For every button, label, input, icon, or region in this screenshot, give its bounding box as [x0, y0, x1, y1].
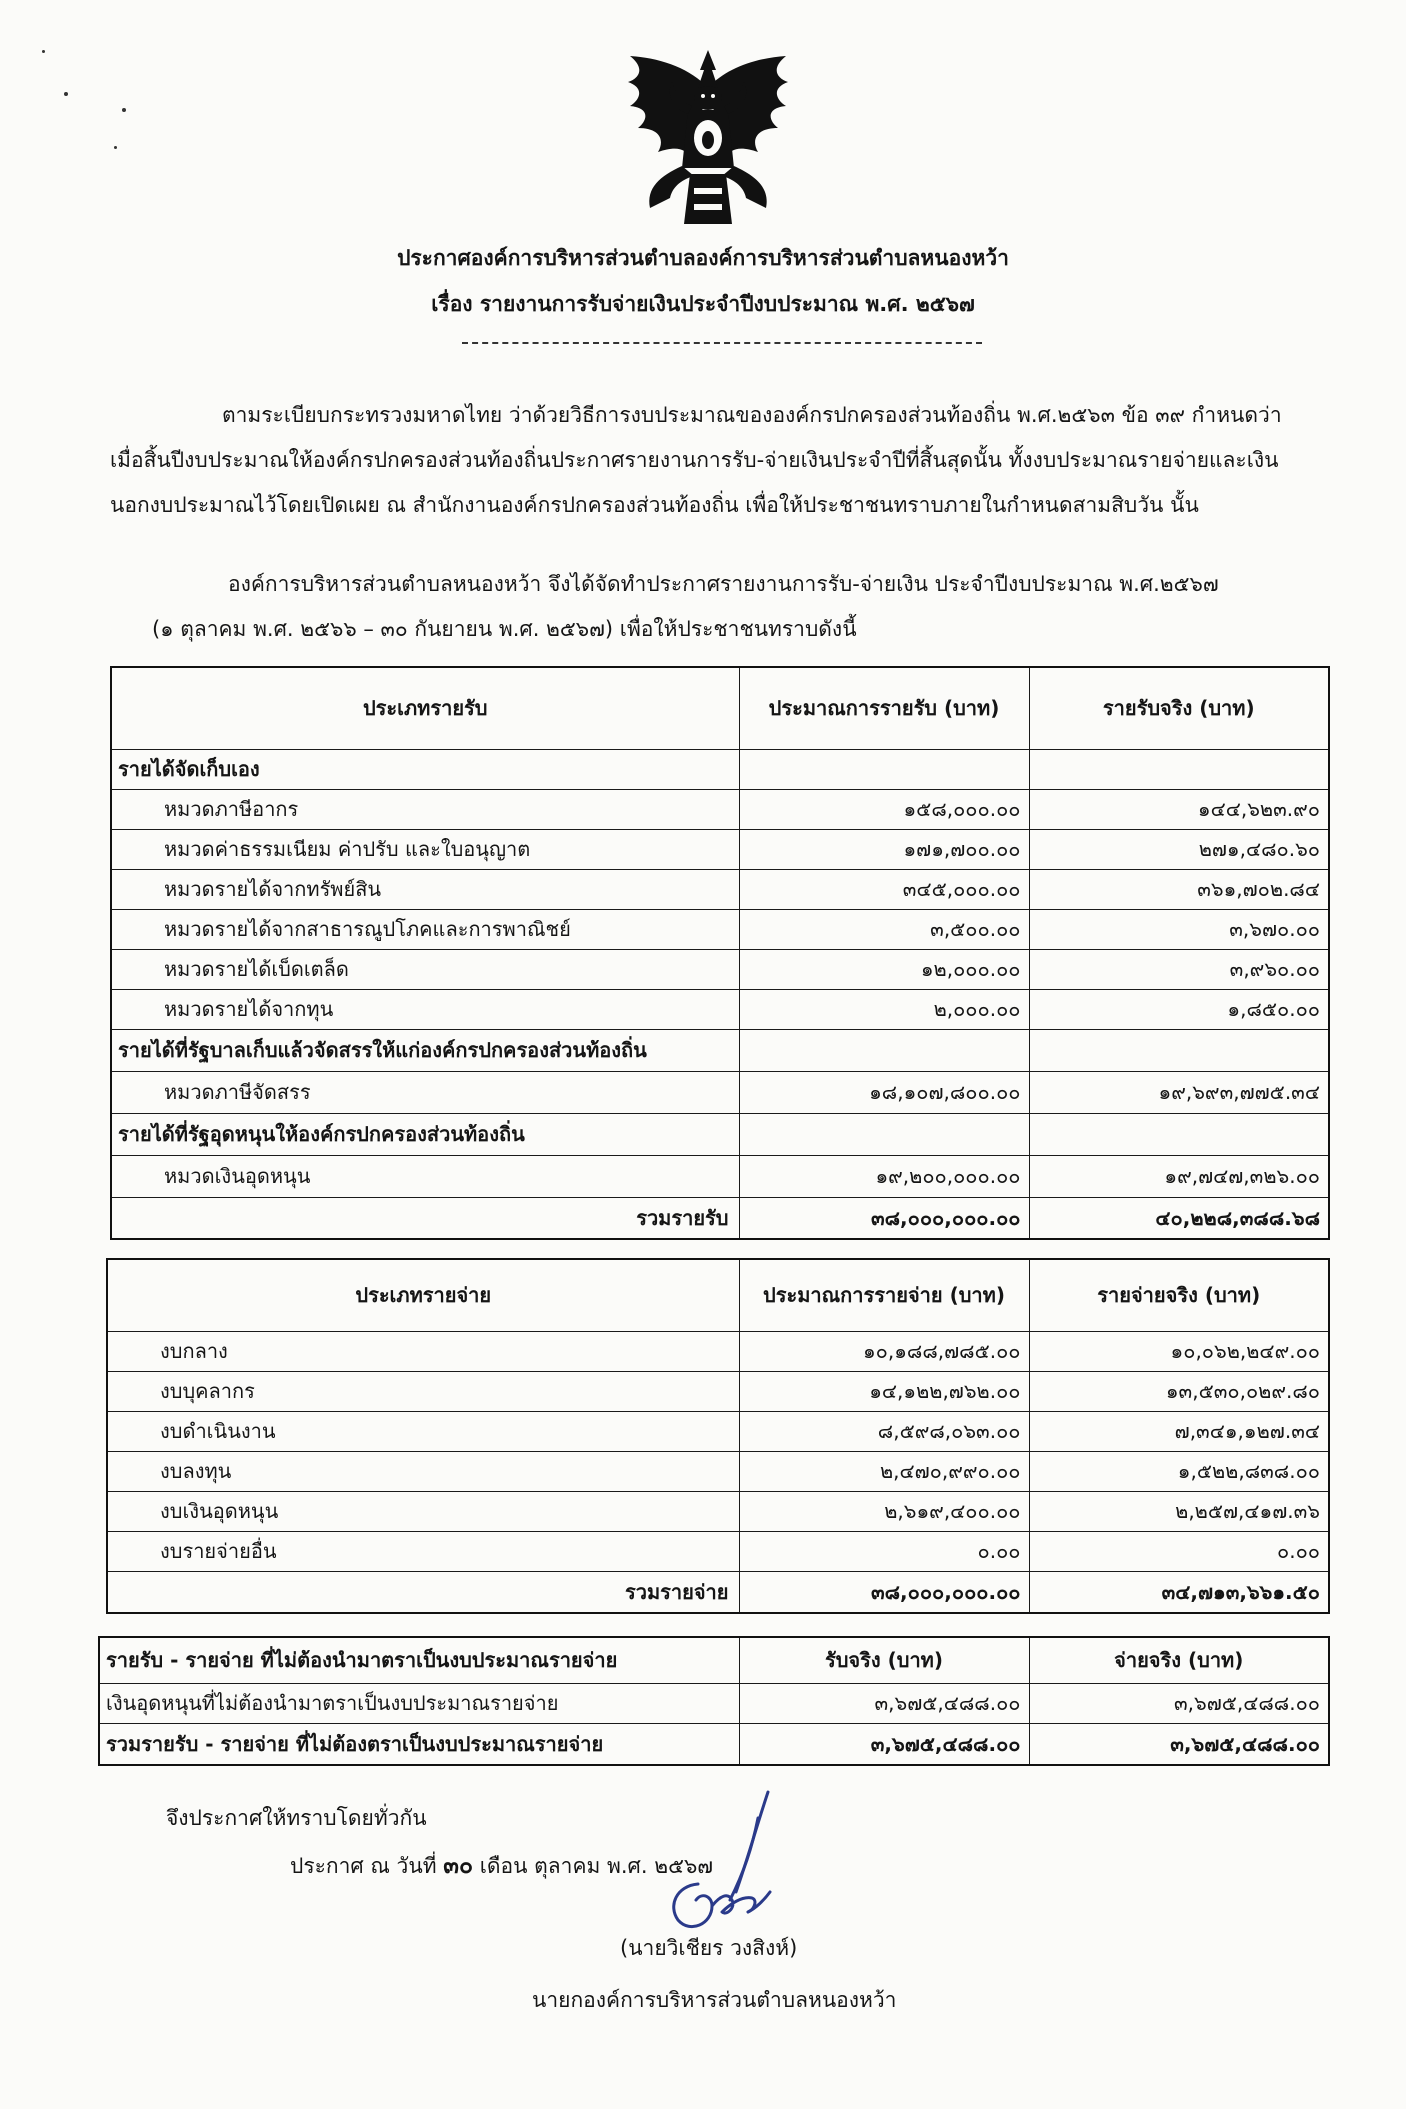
intro-line: นอกงบประมาณไว้โดยเปิดเผย ณ สำนักงานองค์กรปกครองส่วนท้องถิ่น เพื่อให้ประชาชนทราบภายในกำหนดสามสิบวัน นั้น — [110, 493, 1199, 517]
row-label: งบลงทุน — [107, 1451, 739, 1491]
actual-value: ๐.๐๐ — [1029, 1531, 1329, 1571]
row-label: หมวดภาษีจัดสรร — [111, 1071, 739, 1113]
intro-line: (๑ ตุลาคม พ.ศ. ๒๕๖๖ – ๓๐ กันยายน พ.ศ. ๒๕๖๗) เพื่อให้ประชาชนทราบดังนี้ — [152, 617, 857, 641]
date-prefix: ประกาศ ณ วันที่ — [290, 1854, 437, 1878]
column-header: รายรับ - รายจ่าย ที่ไม่ต้องนำมาตราเป็นงบประมาณรายจ่าย — [99, 1637, 739, 1683]
table-row — [111, 869, 1329, 909]
category-label: รายได้ที่รัฐบาลเก็บแล้วจัดสรรให้แก่องค์กรปกครองส่วนท้องถิ่น — [111, 1029, 739, 1071]
table-row — [107, 1411, 1329, 1451]
row-label: หมวดรายได้จากทุน — [111, 989, 739, 1029]
estimate-value: ๑๔,๑๒๒,๗๖๒.๐๐ — [739, 1371, 1029, 1411]
closing-notice: จึงประกาศให้ทราบโดยทั่วกัน — [166, 1806, 427, 1830]
category-label: รายได้ที่รัฐอุดหนุนให้องค์กรปกครองส่วนท้องถิ่น — [111, 1113, 739, 1155]
signer-title: นายกองค์การบริหารส่วนตำบลหนองหว้า — [532, 1988, 897, 2012]
table-row — [99, 1683, 1329, 1723]
actual-value: ๓,๙๖๐.๐๐ — [1029, 949, 1329, 989]
intro-line: ตามระเบียบกระทรวงมหาดไทย ว่าด้วยวิธีการงบประมาณขององค์กรปกครองส่วนท้องถิ่น พ.ศ.๒๕๖๓ ข้อ ๓๙ กำหนดว่า — [222, 403, 1282, 427]
total-label: รวมรายรับ — [111, 1197, 739, 1239]
estimate-value: ๐.๐๐ — [739, 1531, 1029, 1571]
actual-value: ๑,๘๕๐.๐๐ — [1029, 989, 1329, 1029]
row-label: งบดำเนินงาน — [107, 1411, 739, 1451]
estimate-value: ๑๙,๒๐๐,๐๐๐.๐๐ — [739, 1155, 1029, 1197]
estimate-value: ๑๕๘,๐๐๐.๐๐ — [739, 789, 1029, 829]
table-row — [111, 909, 1329, 949]
intro-line: องค์การบริหารส่วนตำบลหนองหว้า จึงได้จัดทำประกาศรายงานการรับ-จ่ายเงิน ประจำปีงบประมาณ พ.ศ.๒๕๖๗ — [228, 572, 1219, 596]
total-estimate: ๓๘,๐๐๐,๐๐๐.๐๐ — [739, 1197, 1029, 1239]
column-header: รับจริง (บาท) — [739, 1637, 1029, 1683]
total-actual: ๔๐,๒๒๘,๓๘๘.๖๘ — [1029, 1197, 1329, 1239]
expense-table — [106, 1258, 1330, 1614]
actual-value: ๓๖๑,๗๐๒.๘๔ — [1029, 869, 1329, 909]
title-divider — [462, 342, 982, 344]
expense-header-row — [107, 1259, 1329, 1331]
estimate-value: ๒,๔๗๐,๙๙๐.๐๐ — [739, 1451, 1029, 1491]
total-row — [111, 1197, 1329, 1239]
actual-value: ๑๐,๐๖๒,๒๔๙.๐๐ — [1029, 1331, 1329, 1371]
scan-speck — [64, 92, 68, 96]
table-row — [111, 789, 1329, 829]
category-label: รายได้จัดเก็บเอง — [111, 749, 739, 789]
garuda-emblem — [620, 48, 796, 228]
actual-value: ๒,๒๕๗,๔๑๗.๓๖ — [1029, 1491, 1329, 1531]
column-header: รายจ่ายจริง (บาท) — [1029, 1259, 1329, 1331]
income-header-row — [111, 667, 1329, 749]
total-estimate: ๓๘,๐๐๐,๐๐๐.๐๐ — [739, 1571, 1029, 1613]
date-suffix: เดือน ตุลาคม พ.ศ. ๒๕๖๗ — [479, 1854, 714, 1878]
category-row — [111, 749, 1329, 789]
actual-value: ๑๙,๖๙๓,๗๗๕.๓๔ — [1029, 1071, 1329, 1113]
total-row — [107, 1571, 1329, 1613]
off-budget-header-row — [99, 1637, 1329, 1683]
row-label: งบกลาง — [107, 1331, 739, 1371]
table-row — [107, 1331, 1329, 1371]
received-value: ๓,๖๗๕,๔๘๘.๐๐ — [739, 1683, 1029, 1723]
actual-value: ๗,๓๔๑,๑๒๗.๓๔ — [1029, 1411, 1329, 1451]
announcement-title: ประกาศองค์การบริหารส่วนตำบลองค์การบริหารส่วนตำบลหนองหว้า — [397, 246, 1009, 270]
scan-speck — [122, 108, 126, 112]
actual-value: ๒๗๑,๔๘๐.๖๐ — [1029, 829, 1329, 869]
estimate-value: ๓๔๕,๐๐๐.๐๐ — [739, 869, 1029, 909]
row-label: หมวดเงินอุดหนุน — [111, 1155, 739, 1197]
paid-value: ๓,๖๗๕,๔๘๘.๐๐ — [1029, 1683, 1329, 1723]
row-label: หมวดรายได้จากสาธารณูปโภคและการพาณิชย์ — [111, 909, 739, 949]
scan-speck — [42, 50, 45, 53]
table-row — [107, 1371, 1329, 1411]
total-received: ๓,๖๗๕,๔๘๘.๐๐ — [739, 1723, 1029, 1765]
total-label: รวมรายจ่าย — [107, 1571, 739, 1613]
intro-paragraph-1 — [110, 393, 1310, 528]
estimate-value: ๓,๕๐๐.๐๐ — [739, 909, 1029, 949]
announcement-subject: เรื่อง รายงานการรับจ่ายเงินประจำปีงบประมาณ พ.ศ. ๒๕๖๗ — [431, 292, 975, 316]
date-day: ๓๐ — [443, 1853, 474, 1879]
column-header: ประมาณการรายจ่าย (บาท) — [739, 1259, 1029, 1331]
scan-speck — [114, 146, 117, 149]
row-label: งบเงินอุดหนุน — [107, 1491, 739, 1531]
row-label: เงินอุดหนุนที่ไม่ต้องนำมาตราเป็นงบประมาณรายจ่าย — [99, 1683, 739, 1723]
column-header: รายรับจริง (บาท) — [1029, 667, 1329, 749]
table-row — [111, 949, 1329, 989]
row-label: หมวดรายได้จากทรัพย์สิน — [111, 869, 739, 909]
handwritten-signature — [656, 1788, 776, 1938]
intro-line: เมื่อสิ้นปีงบประมาณให้องค์กรปกครองส่วนท้องถิ่นประกาศรายงานการรับ-จ่ายเงินประจำปีที่สิ้นสุดนั้น ทั้งงบประมาณรายจ่ายและเงิน — [110, 448, 1279, 472]
total-row — [99, 1723, 1329, 1765]
table-row — [107, 1491, 1329, 1531]
signer-name: (นายวิเชียร วงสิงห์) — [620, 1936, 798, 1960]
actual-value: ๑,๕๒๒,๘๓๘.๐๐ — [1029, 1451, 1329, 1491]
estimate-value: ๒,๐๐๐.๐๐ — [739, 989, 1029, 1029]
estimate-value: ๑๘,๑๐๗,๘๐๐.๐๐ — [739, 1071, 1029, 1113]
estimate-value: ๘,๕๙๘,๐๖๓.๐๐ — [739, 1411, 1029, 1451]
row-label: หมวดค่าธรรมเนียม ค่าปรับ และใบอนุญาต — [111, 829, 739, 869]
actual-value: ๑๓,๕๓๐,๐๒๙.๘๐ — [1029, 1371, 1329, 1411]
total-paid: ๓,๖๗๕,๔๘๘.๐๐ — [1029, 1723, 1329, 1765]
category-row — [111, 1113, 1329, 1155]
column-header: ประเภทรายจ่าย — [107, 1259, 739, 1331]
row-label: งบรายจ่ายอื่น — [107, 1531, 739, 1571]
actual-value: ๑๙,๗๔๗,๓๒๖.๐๐ — [1029, 1155, 1329, 1197]
table-row — [111, 1071, 1329, 1113]
total-label: รวมรายรับ - รายจ่าย ที่ไม่ต้องตราเป็นงบประมาณรายจ่าย — [99, 1723, 739, 1765]
actual-value: ๓,๖๗๐.๐๐ — [1029, 909, 1329, 949]
actual-value: ๑๔๔,๖๒๓.๙๐ — [1029, 789, 1329, 829]
column-header: ประเภทรายรับ — [111, 667, 739, 749]
table-row — [111, 829, 1329, 869]
estimate-value: ๑๐,๑๘๘,๗๘๕.๐๐ — [739, 1331, 1029, 1371]
table-row — [111, 1155, 1329, 1197]
category-row — [111, 1029, 1329, 1071]
row-label: หมวดภาษีอากร — [111, 789, 739, 829]
column-header: จ่ายจริง (บาท) — [1029, 1637, 1329, 1683]
estimate-value: ๑๗๑,๗๐๐.๐๐ — [739, 829, 1029, 869]
table-row — [107, 1451, 1329, 1491]
column-header: ประมาณการรายรับ (บาท) — [739, 667, 1029, 749]
total-actual: ๓๔,๗๑๓,๖๖๑.๕๐ — [1029, 1571, 1329, 1613]
income-table — [110, 666, 1330, 1240]
table-row — [111, 989, 1329, 1029]
intro-paragraph-2 — [110, 562, 1310, 652]
row-label: งบบุคลากร — [107, 1371, 739, 1411]
announcement-date — [290, 1848, 713, 1884]
off-budget-table — [98, 1636, 1330, 1766]
row-label: หมวดรายได้เบ็ดเตล็ด — [111, 949, 739, 989]
estimate-value: ๒,๖๑๙,๔๐๐.๐๐ — [739, 1491, 1029, 1531]
estimate-value: ๑๒,๐๐๐.๐๐ — [739, 949, 1029, 989]
table-row — [107, 1531, 1329, 1571]
